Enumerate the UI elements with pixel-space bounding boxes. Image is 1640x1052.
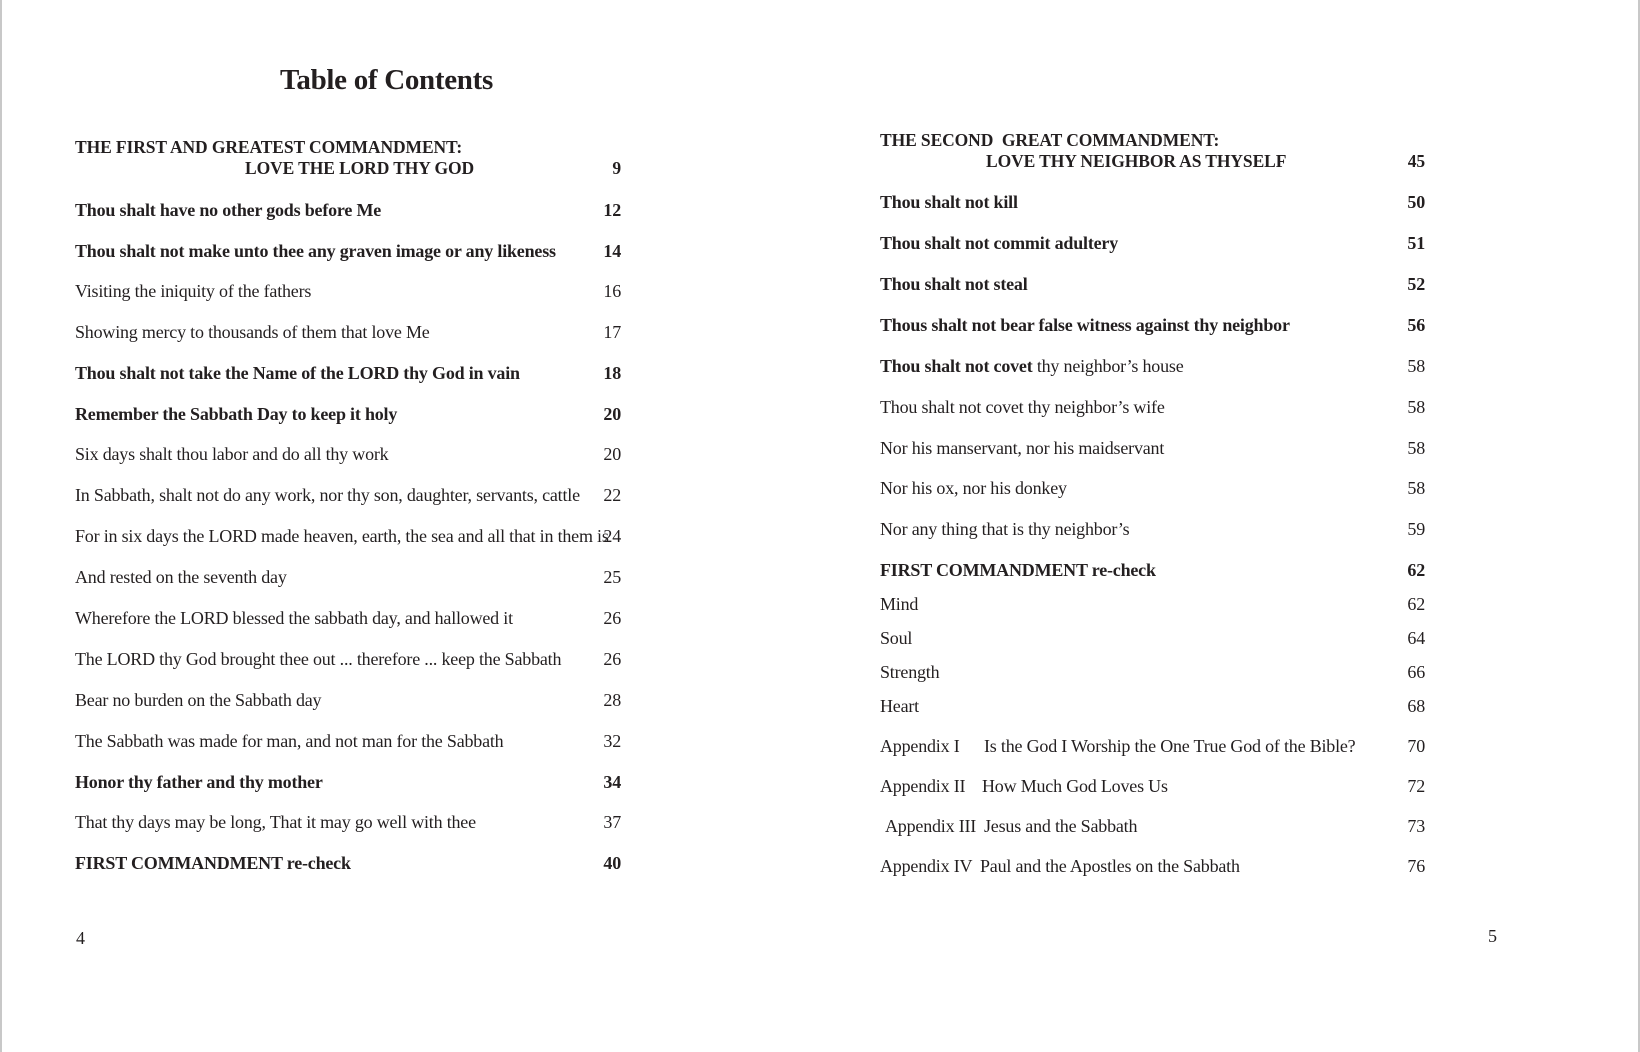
- toc-entry-page: 68: [1407, 696, 1425, 716]
- appendix-entry[interactable]: [880, 736, 1425, 760]
- appendix-label: Appendix III: [885, 816, 977, 836]
- toc-entry[interactable]: [880, 192, 1425, 216]
- toc-entry[interactable]: [75, 690, 621, 714]
- page-number: 4: [76, 928, 85, 948]
- toc-entry[interactable]: [75, 404, 621, 428]
- heading-line1: THE FIRST AND GREATEST COMMANDMENT:: [75, 137, 463, 157]
- toc-entry-page: 26: [603, 608, 621, 628]
- toc-entry-page: 20: [603, 404, 621, 424]
- heading-page: 45: [1407, 151, 1425, 171]
- toc-entry[interactable]: [75, 731, 621, 755]
- toc-entry-page: 50: [1407, 192, 1425, 212]
- page-number: 5: [1488, 926, 1497, 946]
- appendix-page: 73: [1407, 816, 1425, 836]
- toc-entry[interactable]: [75, 649, 621, 673]
- toc-entry-title: In Sabbath, shalt not do any work, nor thy son, daughter, servants, cattle: [75, 485, 580, 505]
- toc-entry[interactable]: [880, 233, 1425, 257]
- toc-entry-page: 28: [603, 690, 621, 710]
- appendix-label: Appendix II: [880, 776, 966, 796]
- toc-title: Table of Contents: [280, 64, 493, 96]
- toc-entry-title: And rested on the seventh day: [75, 567, 287, 587]
- appendix-page: 76: [1407, 856, 1425, 876]
- right-page: [820, 0, 1638, 1052]
- toc-entry-title: FIRST COMMANDMENT re-check: [75, 853, 351, 873]
- toc-entry-title: Wherefore the LORD blessed the sabbath day, and hallowed it: [75, 608, 513, 628]
- toc-entry-page: 34: [603, 772, 621, 792]
- toc-entry-page: 18: [603, 363, 621, 383]
- toc-entry[interactable]: [880, 274, 1425, 298]
- appendix-page: 70: [1407, 736, 1425, 756]
- toc-entry[interactable]: [75, 526, 621, 550]
- toc-entry[interactable]: [880, 356, 1425, 380]
- toc-entry[interactable]: [880, 628, 1425, 652]
- toc-entry-title: Bear no burden on the Sabbath day: [75, 690, 322, 710]
- toc-entry[interactable]: [880, 315, 1425, 339]
- toc-entry-page: 20: [603, 444, 621, 464]
- toc-entry[interactable]: [75, 567, 621, 591]
- toc-entry-title: Soul: [880, 628, 913, 648]
- toc-entry-title: Mind: [880, 594, 919, 614]
- toc-heading-second-commandment[interactable]: [880, 130, 1425, 174]
- toc-entry-title: The Sabbath was made for man, and not man for the Sabbath: [75, 731, 504, 751]
- toc-entry[interactable]: [880, 438, 1425, 462]
- toc-entry[interactable]: [75, 444, 621, 468]
- toc-entry[interactable]: [880, 662, 1425, 686]
- toc-entry-page: 56: [1407, 315, 1425, 335]
- toc-entry-title: For in six days the LORD made heaven, earth, the sea and all that in them is: [75, 526, 609, 546]
- appendix-label: Appendix I: [880, 736, 960, 756]
- toc-entry-title: The LORD thy God brought thee out ... therefore ... keep the Sabbath: [75, 649, 562, 669]
- toc-entry[interactable]: [75, 812, 621, 836]
- toc-entry[interactable]: [75, 200, 621, 224]
- toc-entry-page: 58: [1407, 438, 1425, 458]
- appendix-page: 72: [1407, 776, 1425, 796]
- toc-entry-page: 52: [1407, 274, 1425, 294]
- toc-entry-page: 58: [1407, 397, 1425, 417]
- toc-entry-page: 25: [603, 567, 621, 587]
- toc-entry-page: 24: [603, 526, 621, 546]
- toc-entry[interactable]: [75, 853, 621, 877]
- toc-entry-title: Thou shalt not commit adultery: [880, 233, 1119, 253]
- toc-entry-title: Thou shalt have no other gods before Me: [75, 200, 382, 220]
- toc-entry-page: 14: [603, 241, 621, 261]
- heading-line2: LOVE THY NEIGHBOR AS THYSELF: [986, 151, 1287, 171]
- toc-entry-page: 17: [603, 322, 621, 342]
- appendix-entry[interactable]: [880, 856, 1425, 880]
- toc-entry-title: Thou shalt not kill: [880, 192, 1018, 212]
- toc-entry-page: 12: [603, 200, 621, 220]
- toc-entry-page: 16: [603, 281, 621, 301]
- toc-entry-title: Remember the Sabbath Day to keep it holy: [75, 404, 398, 424]
- toc-entry-page: 64: [1407, 628, 1425, 648]
- toc-entry[interactable]: [880, 397, 1425, 421]
- toc-entry[interactable]: [880, 696, 1425, 720]
- toc-entry-title: Thous shalt not bear false witness against thy neighbor: [880, 315, 1290, 335]
- toc-entry-title: [880, 356, 1184, 377]
- appendix-entry[interactable]: [880, 776, 1425, 800]
- toc-entry-title: Thou shalt not covet thy neighbor’s wife: [880, 397, 1165, 417]
- toc-entry[interactable]: [880, 519, 1425, 543]
- heading-line1: THE SECOND GREAT COMMANDMENT:: [880, 130, 1220, 150]
- toc-entry-page: 40: [603, 853, 621, 873]
- toc-entry-title: Six days shalt thou labor and do all thy work: [75, 444, 389, 464]
- toc-entry-title: Nor any thing that is thy neighbor’s: [880, 519, 1130, 539]
- toc-entry-title: Thou shalt not take the Name of the LORD thy God in vain: [75, 363, 520, 383]
- toc-entry-page: 51: [1407, 233, 1425, 253]
- toc-entry[interactable]: [880, 594, 1425, 618]
- appendix-title: Paul and the Apostles on the Sabbath: [980, 856, 1240, 876]
- appendix-label: Appendix IV: [880, 856, 973, 876]
- toc-entry[interactable]: [75, 772, 621, 796]
- toc-entry-page: 58: [1407, 356, 1425, 376]
- toc-entry-page: 59: [1407, 519, 1425, 539]
- heading-page: 9: [612, 158, 621, 178]
- toc-entry-title: Strength: [880, 662, 940, 682]
- toc-entry-title: Visiting the iniquity of the fathers: [75, 281, 312, 301]
- appendix-title: How Much God Loves Us: [982, 776, 1168, 796]
- toc-entry-title-rest: thy neighbor’s house: [1032, 356, 1184, 376]
- appendix-title: Is the God I Worship the One True God of the Bible?: [984, 736, 1356, 756]
- toc-entry[interactable]: [75, 608, 621, 632]
- toc-entry-title-bold: Thou shalt not covet: [880, 356, 1033, 376]
- toc-entry-title: That thy days may be long, That it may go well with thee: [75, 812, 476, 832]
- toc-entry-page: 66: [1407, 662, 1425, 682]
- toc-entry-page: 37: [603, 812, 621, 832]
- toc-entry-title: Honor thy father and thy mother: [75, 772, 323, 792]
- toc-entry-title: Nor his ox, nor his donkey: [880, 478, 1067, 498]
- toc-entry-page: 26: [603, 649, 621, 669]
- appendix-title: Jesus and the Sabbath: [984, 816, 1138, 836]
- toc-entry-title: Showing mercy to thousands of them that love Me: [75, 322, 430, 342]
- toc-entry-title: Thou shalt not make unto thee any graven image or any likeness: [75, 241, 556, 261]
- toc-entry-page: 58: [1407, 478, 1425, 498]
- toc-heading-first-commandment[interactable]: [75, 137, 621, 181]
- toc-entry[interactable]: [75, 485, 621, 509]
- toc-entry-page: 62: [1407, 560, 1425, 580]
- toc-entry-page: 32: [603, 731, 621, 751]
- toc-entry-page: 22: [603, 485, 621, 505]
- toc-entry[interactable]: [75, 363, 621, 387]
- toc-entry[interactable]: [75, 322, 621, 346]
- left-page: [2, 0, 820, 1052]
- toc-entry[interactable]: [880, 560, 1425, 584]
- toc-entry[interactable]: [880, 478, 1425, 502]
- toc-entry-title: Nor his manservant, nor his maidservant: [880, 438, 1165, 458]
- heading-line2: LOVE THE LORD THY GOD: [245, 158, 475, 178]
- toc-entry-title: Thou shalt not steal: [880, 274, 1028, 294]
- toc-entry-title: FIRST COMMANDMENT re-check: [880, 560, 1156, 580]
- toc-entry-title: Heart: [880, 696, 919, 716]
- toc-entry-page: 62: [1407, 594, 1425, 614]
- toc-entry[interactable]: [75, 281, 621, 305]
- toc-entry[interactable]: [75, 241, 621, 265]
- appendix-entry[interactable]: [885, 816, 1425, 840]
